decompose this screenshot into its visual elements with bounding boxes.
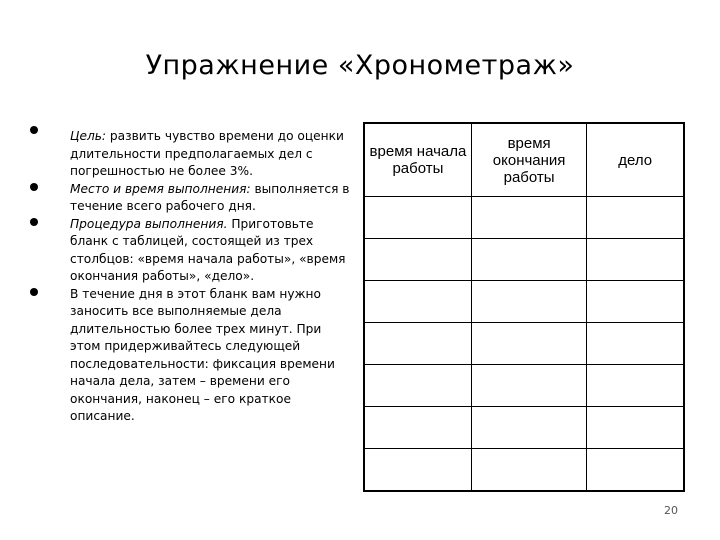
table-row xyxy=(364,281,684,323)
table-body xyxy=(364,197,684,492)
bullet-text: развить чувство времени до оценки длительности предполагаемых дел с погрешностью не более 3%. xyxy=(70,129,344,178)
table-header-row xyxy=(364,123,684,197)
table-cell xyxy=(471,407,586,449)
table-row xyxy=(364,323,684,365)
header-start-time: время начала работы xyxy=(364,123,471,197)
table-cell xyxy=(364,449,471,492)
table-row xyxy=(364,197,684,239)
table-cell xyxy=(364,365,471,407)
bullet-dot-icon xyxy=(30,288,38,296)
table-cell xyxy=(364,281,471,323)
table-cell xyxy=(364,239,471,281)
table-cell xyxy=(471,239,586,281)
table-cell xyxy=(364,197,471,239)
table-cell xyxy=(364,323,471,365)
table-cell xyxy=(587,239,684,281)
slide-title: Упражнение «Хронометраж» xyxy=(145,50,575,81)
table-cell xyxy=(471,281,586,323)
bullet-dot-icon xyxy=(30,218,38,226)
table-cell xyxy=(587,197,684,239)
bullet-term: Цель: xyxy=(70,129,107,143)
table-cell xyxy=(471,365,586,407)
bullet-term: Место и время выполнения: xyxy=(70,181,251,196)
table-cell xyxy=(587,281,684,323)
table-cell xyxy=(587,449,684,492)
bullet-text: В течение дня в этот бланк вам нужно заносить все выполняемые дела длительностью более трех минут. При этом придерживайтесь следующей последовательности: фиксация времени начала дела, затем – времени его окончания, наконец – его краткое описание. xyxy=(70,286,335,423)
bullet-dot-icon xyxy=(30,183,38,191)
timing-table xyxy=(363,122,685,492)
table-cell xyxy=(587,323,684,365)
page-number: 20 xyxy=(664,504,678,517)
header-task: дело xyxy=(587,123,684,197)
bullet-procedure xyxy=(30,216,350,286)
bullet-dot-icon xyxy=(30,126,38,134)
bullet-text: Приготовьте бланк с таблицей, состоящей из трех столбцов: «время начала работы», «время окончания работы», «дело». xyxy=(70,216,346,283)
table-cell xyxy=(471,323,586,365)
table-row xyxy=(364,449,684,492)
table-cell xyxy=(587,365,684,407)
table-cell xyxy=(471,449,586,492)
table-row xyxy=(364,365,684,407)
header-end-time: время окончания работы xyxy=(471,123,586,197)
table-row xyxy=(364,407,684,449)
bullet-term: Процедура выполнения. xyxy=(70,216,228,231)
bullet-list xyxy=(30,128,350,426)
table-cell xyxy=(364,407,471,449)
bullet-goal xyxy=(30,128,350,181)
bullet-instructions xyxy=(30,286,350,426)
bullet-text: выполняется в течение всего рабочего дня. xyxy=(70,181,350,213)
bullet-place-time xyxy=(30,181,350,216)
table-cell xyxy=(587,407,684,449)
table-row xyxy=(364,239,684,281)
table-cell xyxy=(471,197,586,239)
